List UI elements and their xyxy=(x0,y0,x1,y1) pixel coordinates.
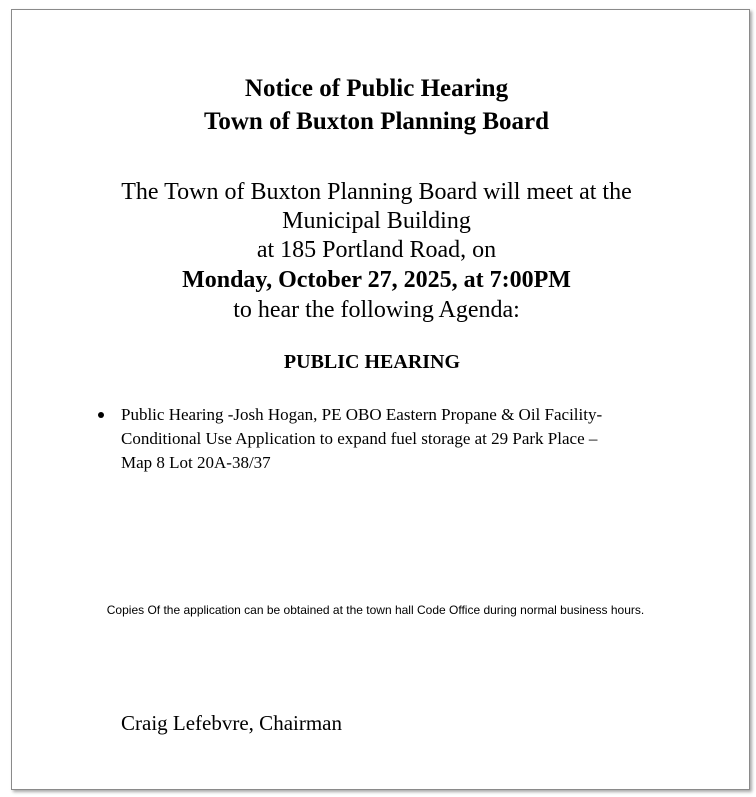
document-page xyxy=(11,9,750,790)
meeting-agenda-intro: to hear the following Agenda: xyxy=(233,297,520,323)
chairman-signature: Craig Lefebvre, Chairman xyxy=(121,711,342,735)
meeting-intro-line: The Town of Buxton Planning Board will meet at the xyxy=(121,179,632,205)
bullet-icon xyxy=(98,412,104,418)
copies-note: Copies Of the application can be obtained at the town hall Code Office during normal business hours. xyxy=(106,603,645,617)
board-title: Town of Buxton Planning Board xyxy=(203,108,550,135)
agenda-item xyxy=(94,403,694,475)
public-hearing-heading: PUBLIC HEARING xyxy=(283,351,461,373)
agenda-item-line: Conditional Use Application to expand fuel storage at 29 Park Place – xyxy=(121,429,598,448)
agenda-item-line: Map 8 Lot 20A-38/37 xyxy=(121,453,271,472)
meeting-location-line: Municipal Building xyxy=(282,208,471,234)
meeting-address-line: at 185 Portland Road, on xyxy=(256,237,497,263)
meeting-datetime: Monday, October 27, 2025, at 7:00PM xyxy=(182,267,571,293)
agenda-item-line: Public Hearing -Josh Hogan, PE OBO Eastern Propane & Oil Facility- xyxy=(121,405,603,424)
agenda-list xyxy=(94,403,694,475)
notice-title: Notice of Public Hearing xyxy=(244,75,509,102)
